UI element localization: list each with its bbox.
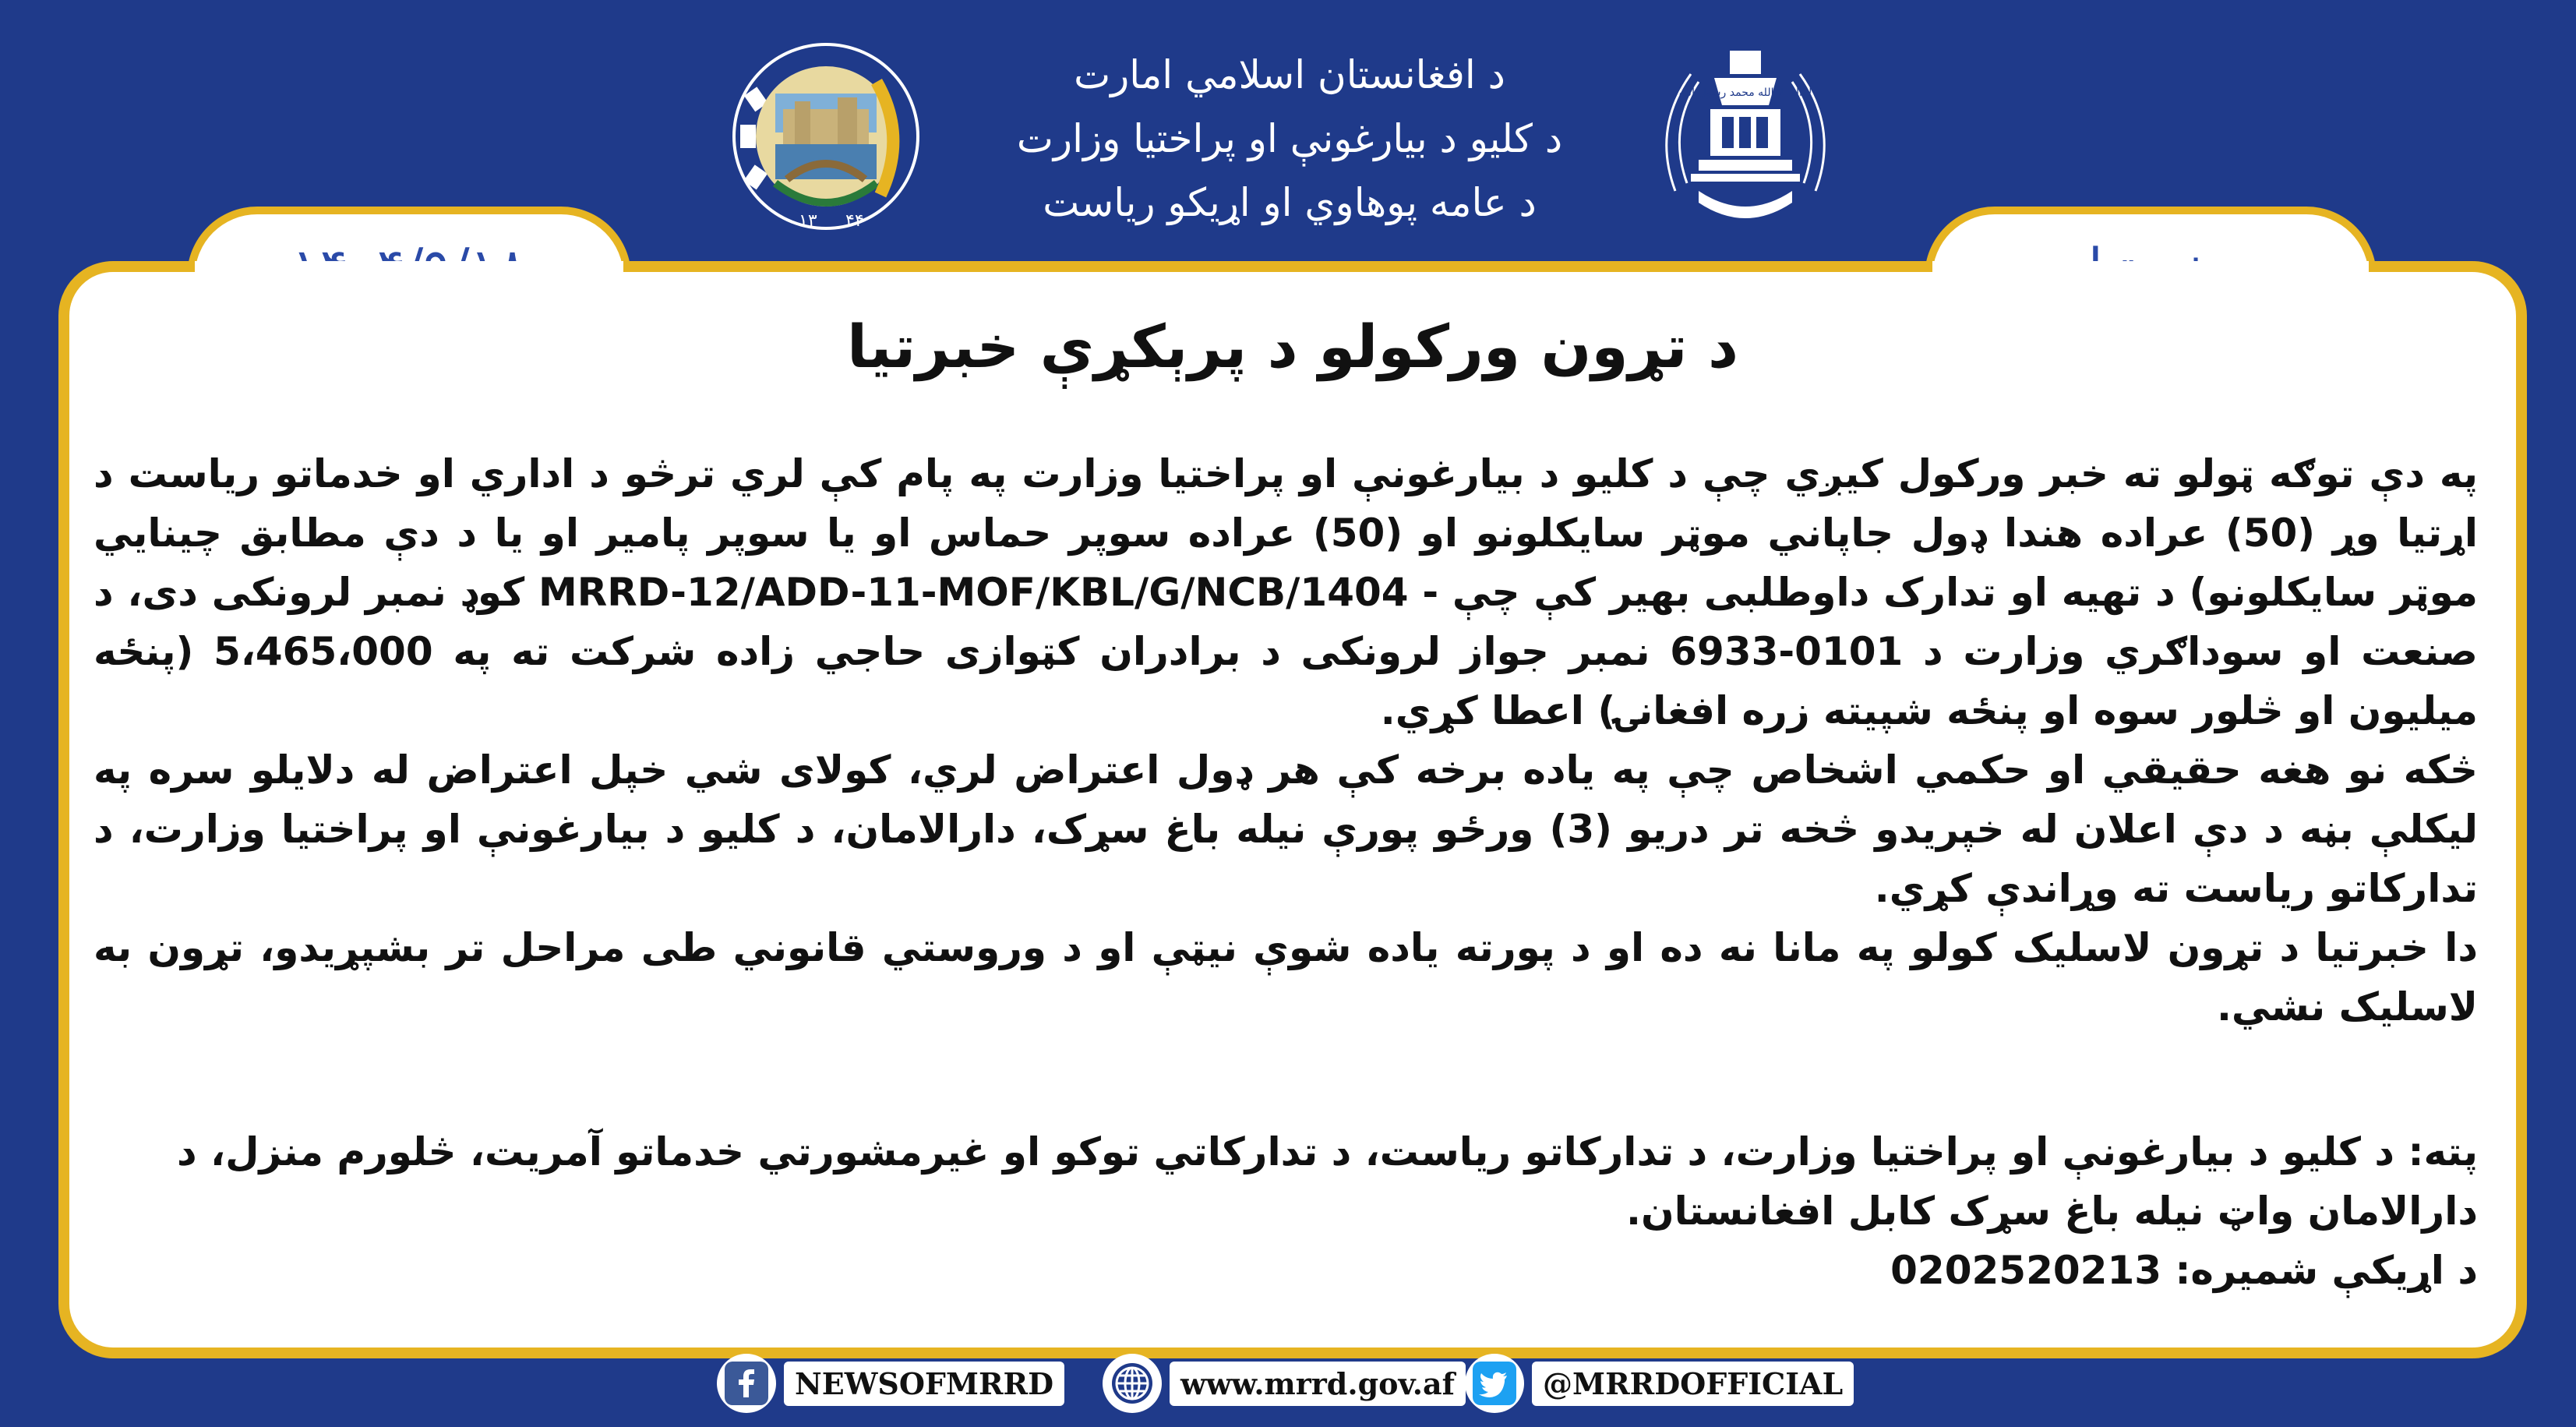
contact-block — [94, 1122, 2478, 1300]
globe-icon — [1103, 1354, 1162, 1413]
tab-join-left — [195, 261, 623, 292]
body-paragraph: په دې توګه ټولو ته خبر ورکول کيږي چې د کليو د بيارغونې او پراختيا وزارت په پام کې لري ترڅو د اداري او خدماتو رياست د اړتيا وړ (50) عراده هندا ډول جاپاني موټر سايکلونو او (50) عراده سوپر حماس او يا سوپر پامير او يا د دې مطابق چينايي موټر سايکلونو) د تهيه او تدارک داوطلبی بهير کې چې - MRRD-12/ADD-11-MOF/KBL/G/NCB/1404 کوډ نمبر لرونکی دی، د صنعت او سوداګري وزارت د 0101-6933 نمبر جواز لرونکی د برادران کټوازی حاجي زاده شرکت ته په 5،465،000 (پنځه ميليون او څلور سوه او پنځه شپيته زره افغانۍ) اعطا کړي. — [94, 451, 2479, 733]
emirate-emblem-text: لا اله الا الله محمد رسول الله — [1678, 87, 1812, 99]
header-line-emirate: د افغانستان اسلامي امارت — [1074, 52, 1505, 97]
header-line-directorate: د عامه پوهاوي او اړيکو رياست — [1043, 180, 1537, 225]
facebook-handle: NEWSOFMRRD — [784, 1362, 1064, 1406]
twitter-icon — [1465, 1354, 1524, 1413]
header-text-block — [919, 43, 1660, 235]
ministry-logo-number-left: ۱۳ — [799, 211, 817, 231]
facebook-link[interactable] — [717, 1352, 1064, 1415]
document-title: د تړون ورکولو د پرېکړې خبرتيا — [847, 312, 1738, 381]
ministry-logo-number-right: ۴۴ — [845, 211, 864, 231]
twitter-handle: @MRRDOFFICIAL — [1532, 1362, 1854, 1406]
address-text: پته: د کليو د بيارغونې او پراختيا وزارت، د تدارکاتو رياست، د تدارکاتي توکو او غيرمشورتي خدماتو آمريت، څلورم منزل، د دارالامان واټ نيله باغ سړک کابل افغانستان. — [177, 1129, 2478, 1234]
website-link[interactable] — [1103, 1352, 1466, 1415]
footer-social-bar — [717, 1352, 1844, 1415]
ministry-logo — [729, 35, 923, 238]
body-paragraph: دا خبرتيا د تړون لاسليک کولو په مانا نه ده او د پورته ياده شوې نيټې او د وروستي قانوني طی مراحل تر بشپړيدو، تړون به لاسليک نشي. — [94, 925, 2478, 1030]
twitter-link[interactable] — [1465, 1352, 1854, 1415]
emirate-emblem — [1644, 35, 1847, 238]
body-paragraph: څکه نو هغه حقيقي او حکمي اشخاص چې په ياده برخه کې هر ډول اعتراض لري، کولای شي خپل اعتراض له دلايلو سره په ليکلې بڼه د دې اعلان له خپريدو څخه تر دريو (3) ورځو پورې نيله باغ سړک، دارالامان، د کليو د بيارغونې او پراختيا وزارت، د تدارکاتو رياست ته وړاندې کړي. — [94, 747, 2479, 911]
tab-join-right — [1932, 261, 2369, 292]
facebook-icon — [717, 1354, 776, 1413]
phone-text: د اړيکې شميره: 0202520213 — [1890, 1248, 2478, 1293]
document-body — [94, 444, 2478, 1037]
header-line-ministry: د کليو د بيارغونې او پراختيا وزارت — [1016, 116, 1563, 161]
website-url: www.mrrd.gov.af — [1170, 1362, 1466, 1406]
